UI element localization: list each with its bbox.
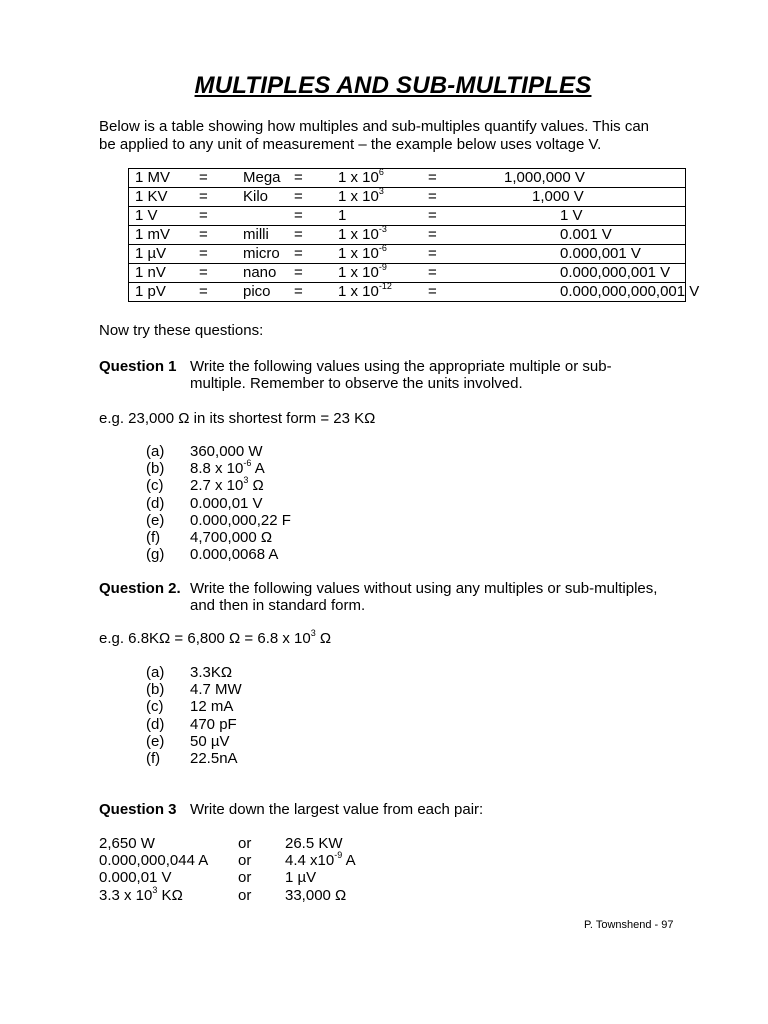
question-2-text-line-2: and then in standard form. — [190, 597, 366, 614]
table-row — [129, 207, 686, 226]
pair-option-b — [285, 869, 316, 886]
pair-a-base: 0.000,000,044 A — [99, 852, 209, 870]
item-letter: (a) — [146, 443, 165, 460]
prefix-name-cell — [237, 207, 288, 226]
page-footer: P. Townshend - 97 — [584, 919, 674, 931]
value-cell: 1 V — [468, 207, 686, 226]
item-letter: (c) — [146, 477, 164, 495]
equals-cell: = — [422, 245, 468, 264]
pair-option-a — [99, 884, 183, 904]
equals-cell: = — [193, 245, 237, 264]
item-value — [190, 546, 278, 563]
item-value-unit: Ω — [248, 477, 264, 495]
item-value-base: 4,700,000 Ω — [190, 529, 273, 546]
equals-cell: = — [422, 264, 468, 283]
unit-cell: 1 V — [129, 207, 194, 226]
pair-a-base: 0.000,01 V — [99, 869, 172, 887]
unit-cell: 1 nV — [129, 264, 194, 283]
item-value: 12 mA — [190, 698, 234, 716]
item-letter: (f) — [146, 529, 161, 546]
pair-b-unit: A — [342, 852, 356, 870]
item-value — [190, 443, 263, 460]
question-2-example-exponent: 3 — [310, 628, 316, 638]
item-value — [190, 529, 272, 546]
item-letter: (b) — [146, 460, 165, 478]
power-cell — [332, 283, 422, 302]
item-value-base: 2.7 x 10 — [190, 477, 244, 495]
power-base: 1 x 10 — [338, 245, 379, 262]
unit-cell: 1 MV — [129, 169, 194, 188]
power-cell — [332, 169, 422, 188]
equals-cell: = — [193, 264, 237, 283]
value-cell: 1,000,000 V — [468, 169, 686, 188]
item-letter: (e) — [146, 511, 165, 529]
prefix-name-cell: micro — [237, 245, 288, 264]
power-base: 1 x 10 — [338, 264, 379, 281]
pair-or-word: or — [238, 852, 252, 870]
intro-line-1: Below is a table showing how multiples and sub-multiples quantify values. This can — [99, 118, 650, 135]
equals-cell: = — [193, 169, 237, 188]
table-row — [129, 283, 686, 302]
page-title: MULTIPLES AND SUB-MULTIPLES — [194, 72, 592, 99]
value-cell: 0.000,000,000,001 V — [468, 283, 686, 302]
question-2-example-unit: Ω — [315, 630, 332, 647]
equals-cell: = — [193, 283, 237, 302]
pair-b-exponent: -9 — [334, 850, 343, 861]
intro-line-2: be applied to any unit of measurement – the example below uses voltage V. — [99, 136, 602, 153]
item-value — [190, 495, 263, 512]
power-base: 1 x 10 — [338, 188, 379, 205]
pair-a-base: 2,650 W — [99, 835, 155, 852]
question-1-label: Question 1 — [99, 358, 177, 375]
power-cell — [332, 207, 422, 226]
equals-cell: = — [193, 207, 237, 226]
item-letter: (c) — [146, 698, 164, 716]
item-value: 22.5nA — [190, 750, 238, 767]
power-exponent: -9 — [378, 262, 387, 272]
multiples-table — [128, 167, 700, 302]
intro-paragraph — [99, 118, 699, 154]
question-1-text-line-1: Write the following values using the appropriate multiple or sub- — [190, 358, 612, 375]
equals-cell: = — [193, 226, 237, 245]
table-row — [129, 245, 686, 264]
prefix-name-cell: Mega — [237, 169, 288, 188]
question-1-example: e.g. 23,000 Ω in its shortest form = 23 KΩ — [99, 410, 376, 427]
pair-a-base: 3.3 x 10 — [99, 886, 153, 904]
try-questions-text: Now try these questions: — [99, 322, 264, 339]
equals-cell: = — [288, 283, 332, 302]
equals-cell: = — [288, 188, 332, 207]
equals-cell: = — [422, 207, 468, 226]
table-row — [129, 169, 686, 188]
item-value-base: 0.000,0068 A — [190, 546, 279, 564]
equals-cell: = — [288, 245, 332, 264]
pair-option-a — [99, 835, 155, 852]
equals-cell: = — [422, 169, 468, 188]
equals-cell: = — [288, 226, 332, 245]
question-3-text: Write down the largest value from each pair: — [190, 801, 484, 818]
power-base: 1 — [338, 207, 347, 224]
power-base: 1 x 10 — [338, 283, 379, 300]
item-value — [190, 512, 291, 529]
item-letter: (a) — [146, 664, 165, 681]
pair-a-exponent: 3 — [152, 884, 158, 895]
equals-cell: = — [193, 188, 237, 207]
item-value-base: 0.000,000,22 F — [190, 511, 291, 529]
item-letter: (d) — [146, 494, 165, 512]
item-value: 3.3KΩ — [190, 664, 233, 681]
item-value: 4.7 MW — [190, 681, 242, 699]
item-letter: (e) — [146, 732, 165, 750]
item-value: 50 µV — [190, 732, 230, 750]
item-value — [190, 477, 264, 494]
item-value-unit: A — [251, 460, 265, 478]
value-cell: 0.000,001 V — [468, 245, 686, 264]
equals-cell: = — [288, 264, 332, 283]
pair-option-a — [99, 852, 208, 869]
value-cell: 1,000 V — [468, 188, 686, 207]
power-cell — [332, 188, 422, 207]
pair-or-word: or — [238, 869, 252, 887]
power-exponent: -12 — [378, 281, 392, 291]
pair-option-b — [285, 887, 346, 904]
question-2-example — [99, 630, 331, 648]
equals-cell: = — [288, 169, 332, 188]
item-letter: (g) — [146, 546, 165, 564]
prefix-name-cell: Kilo — [237, 188, 288, 207]
pair-b-base: 1 µV — [285, 869, 317, 887]
value-cell: 0.000,000,001 V — [468, 264, 686, 283]
power-base: 1 x 10 — [338, 169, 379, 186]
equals-cell: = — [422, 283, 468, 302]
equals-cell: = — [422, 226, 468, 245]
item-value-base: 360,000 W — [190, 443, 263, 460]
table-row — [129, 188, 686, 207]
equals-cell: = — [288, 207, 332, 226]
pair-b-base: 26.5 KW — [285, 835, 343, 852]
pair-b-base: 33,000 Ω — [285, 886, 347, 904]
question-2-example-base: e.g. 6.8KΩ = 6,800 Ω = 6.8 x 10 — [99, 630, 311, 647]
power-exponent: -6 — [378, 243, 387, 253]
equals-cell: = — [422, 188, 468, 207]
power-exponent: 6 — [378, 167, 384, 177]
question-3-label: Question 3 — [99, 801, 177, 818]
pair-or-word: or — [238, 835, 252, 852]
pair-or-word: or — [238, 886, 252, 904]
power-base: 1 x 10 — [338, 226, 379, 243]
item-value-base: 0.000,01 V — [190, 494, 263, 512]
power-cell — [332, 264, 422, 283]
power-exponent: 3 — [378, 186, 384, 196]
prefix-name-cell: pico — [237, 283, 288, 302]
pair-a-unit: KΩ — [157, 886, 183, 904]
pair-b-base: 4.4 x10 — [285, 852, 335, 870]
prefix-name-cell: milli — [237, 226, 288, 245]
item-value-exponent: 3 — [243, 475, 249, 486]
question-2-text-line-1: Write the following values without using any multiples or sub-multiples, — [190, 580, 658, 597]
item-letter: (d) — [146, 715, 165, 733]
item-letter: (f) — [146, 750, 161, 767]
item-value: 470 pF — [190, 715, 237, 733]
unit-cell: 1 pV — [129, 283, 194, 302]
unit-cell: 1 KV — [129, 188, 194, 207]
value-cell: 0.001 V — [468, 226, 686, 245]
table-row — [129, 226, 686, 245]
item-value — [190, 460, 265, 477]
item-value-base: 8.8 x 10 — [190, 460, 244, 478]
pair-option-b — [285, 852, 356, 869]
prefix-name-cell: nano — [237, 264, 288, 283]
unit-cell: 1 µV — [129, 245, 194, 264]
power-cell — [332, 226, 422, 245]
unit-cell: 1 mV — [129, 226, 194, 245]
question-1-text-line-2: multiple. Remember to observe the units involved. — [190, 375, 523, 392]
item-value-exponent: -6 — [243, 458, 252, 469]
question-2-label: Question 2. — [99, 580, 181, 597]
item-letter: (b) — [146, 681, 165, 699]
power-cell — [332, 245, 422, 264]
table-row — [129, 264, 686, 283]
pair-option-a — [99, 869, 172, 886]
power-exponent: -3 — [378, 224, 387, 234]
